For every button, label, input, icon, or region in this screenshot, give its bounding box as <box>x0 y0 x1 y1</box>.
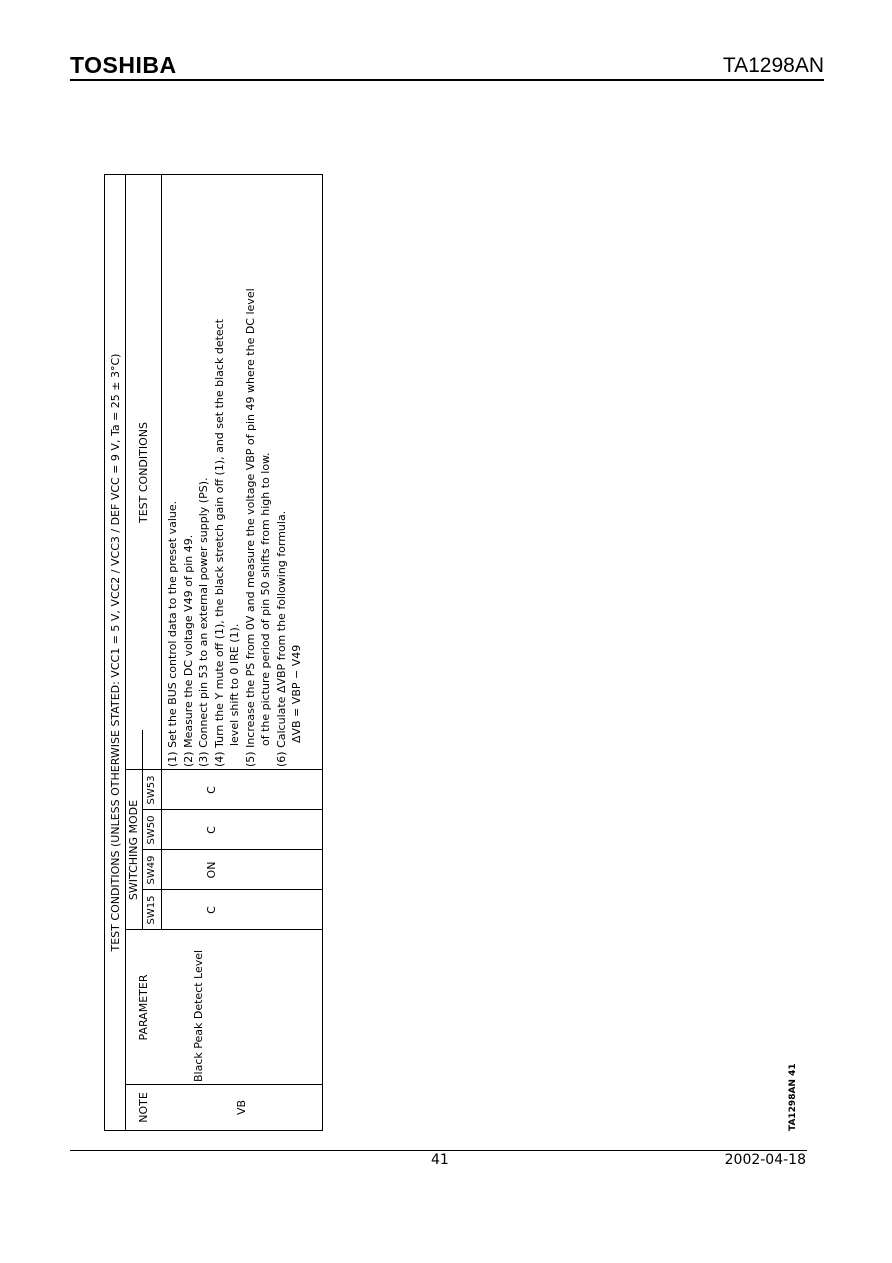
row-parameter: Black Peak Detect Level <box>192 949 205 1082</box>
header-parameter: PARAMETER <box>136 974 150 1041</box>
header-switching-mode: SWITCHING MODE <box>127 799 140 901</box>
condition-step: (6) Calculate ΔVBP from the following formula. <box>274 510 288 767</box>
condition-step: (4) Turn the Y mute off (1), the black stretch gain off (1), and set the black detect <box>212 318 226 767</box>
condition-step: (2) Measure the DC voltage V49 of pin 49. <box>181 534 195 767</box>
row-sw53: C <box>204 786 218 794</box>
page-number: 41 <box>431 1152 449 1168</box>
side-label: TA1298AN 41 <box>788 1063 798 1131</box>
header-divider <box>70 79 824 81</box>
header-sw53: SW53 <box>146 775 157 805</box>
header-test-conditions: TEST CONDITIONS <box>136 422 150 523</box>
footer-divider <box>70 1150 807 1151</box>
conditions-list <box>165 177 289 767</box>
formula: ΔVB = VBP − V49 <box>290 644 303 743</box>
header-sw15: SW15 <box>146 895 157 925</box>
header-note: NOTE <box>136 1092 150 1123</box>
row-sw15: C <box>204 906 218 914</box>
document-date: 2002-04-18 <box>724 1152 806 1168</box>
table-title: TEST CONDITIONS (UNLESS OTHERWISE STATED: VCC1 = 5 V, VCC2 / VCC3 / DEF VCC = 9 V, Ta = 25 ± 3°C) <box>108 353 122 952</box>
test-conditions-table <box>104 174 323 1131</box>
condition-step: (5) Increase the PS from 0V and measure the voltage VBP of pin 49 where the DC level <box>243 288 257 767</box>
part-number: TA1298AN <box>722 54 824 77</box>
row-sw49: ON <box>204 861 218 879</box>
condition-step: (3) Connect pin 53 to an external power supply (PS). <box>197 477 210 767</box>
header-sw50: SW50 <box>146 815 157 845</box>
row-sw50: C <box>204 826 218 834</box>
condition-step: level shift to 0 IRE (1). <box>228 623 241 767</box>
row-note: VB <box>235 1099 248 1116</box>
condition-step: of the picture period of pin 50 shifts from high to low. <box>259 452 272 767</box>
toshiba-logo: TOSHIBA <box>70 52 177 78</box>
header-sw49: SW49 <box>146 855 157 885</box>
condition-step: (1) Set the BUS control data to the preset value. <box>166 500 179 767</box>
row-test-conditions <box>165 177 320 767</box>
